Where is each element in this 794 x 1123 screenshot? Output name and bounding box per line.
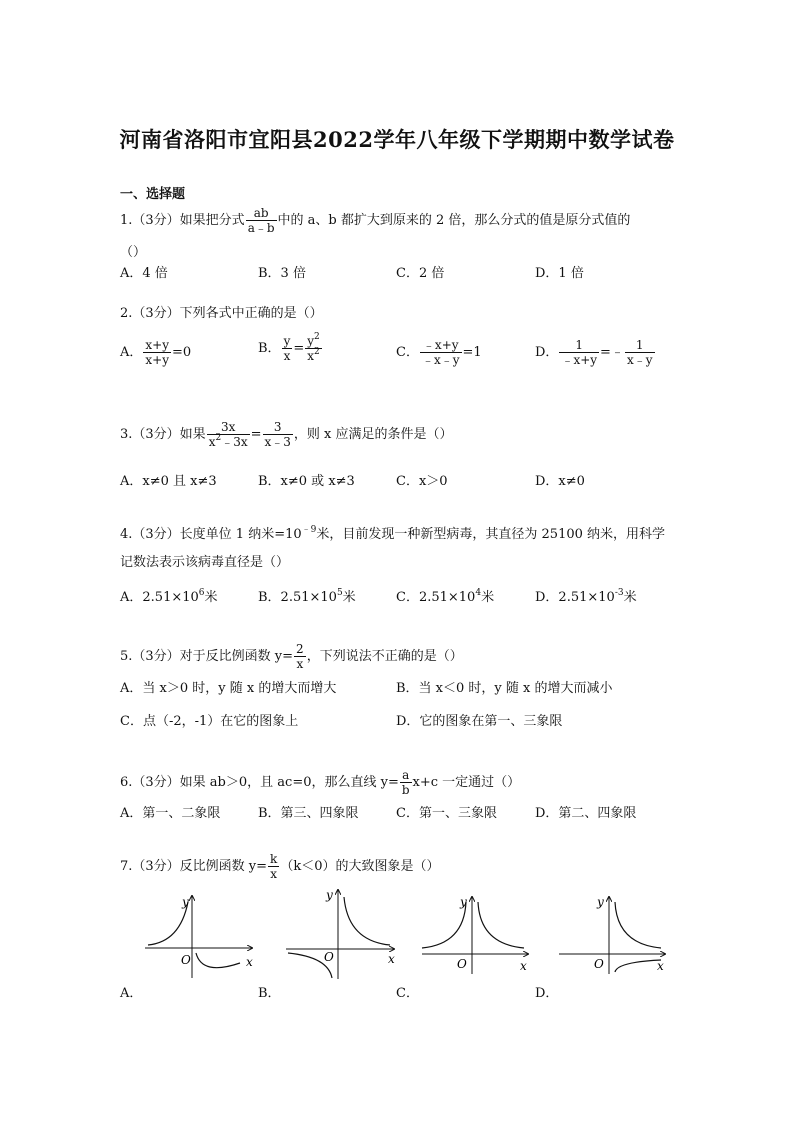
hyperbola-branch xyxy=(478,902,524,948)
graph-option-a xyxy=(140,890,260,980)
option-b: B． $\frac{y}{x}$ = $\frac{y^2}{x^2}$ xyxy=(258,332,320,363)
option-a: A．第一、二象限 xyxy=(120,806,221,821)
graph-option-d xyxy=(557,892,672,977)
graph-label-c: C． xyxy=(396,986,419,1001)
hyperbola-branch xyxy=(196,953,240,968)
question-1-paren: （） xyxy=(120,245,147,260)
graph-label-d: D． xyxy=(535,986,559,1001)
option-d: D．它的图象在第一、三象限 xyxy=(396,714,563,729)
y-axis-label: y xyxy=(326,888,333,902)
hyperbola-branch xyxy=(344,897,390,945)
hyperbola-branch xyxy=(615,902,661,948)
y-axis-label: y xyxy=(460,895,467,909)
option-b: B．3 倍 xyxy=(258,266,306,281)
option-d: D．$2.51\times 10^{-3}$米 xyxy=(535,588,637,605)
option-d: D． $\frac{1}{﹣x+y}$ =﹣ $\frac{1}{x﹣y}$ xyxy=(535,338,653,367)
question-2: 2.（3分）下列各式中正确的是（） xyxy=(120,306,323,321)
origin-label: O xyxy=(181,953,191,967)
x-axis-label: x xyxy=(657,959,664,973)
section-heading-choice: 一、选择题 xyxy=(120,187,186,202)
graph-label-a: A． xyxy=(120,986,143,1001)
option-a: A． $\frac{x+y}{x+y}$ =0 xyxy=(120,338,192,367)
page-title: 河南省洛阳市宜阳县2022学年八年级下学期期中数学试卷 xyxy=(119,127,675,152)
question-4: 4.（3分）长度单位 1 纳米$=10^{﹣9}$米，目前发现一种新型病毒，其直径为 25100 纳米，用科学 xyxy=(120,525,666,542)
option-d: D．x≠0 xyxy=(535,474,585,489)
option-a: A．x≠0 且 x≠3 xyxy=(120,474,217,489)
option-c: C．点（-2，-1）在它的图象上 xyxy=(120,714,299,729)
option-d: D．第二、四象限 xyxy=(535,806,637,821)
option-a: A．$2.51\times 10^6$米 xyxy=(120,588,218,605)
graph-option-b xyxy=(282,885,402,980)
option-c: C． $\frac{﹣x+y}{﹣x﹣y}$ =1 xyxy=(396,338,482,367)
question-6: 6.（3分）如果 ab＞0，且 ac=0，那么直线 y= $\frac{a}{b}$ x+c 一定通过（） xyxy=(120,768,521,797)
hyperbola-branch xyxy=(615,960,661,972)
option-a: A．当 x＞0 时，y 随 x 的增大而增大 xyxy=(120,681,337,696)
origin-label: O xyxy=(457,957,467,971)
option-b: B．x≠0 或 x≠3 xyxy=(258,474,355,489)
option-b: B．当 x＜0 时，y 随 x 的增大而减小 xyxy=(396,681,613,696)
question-7: 7.（3分）反比例函数 y= $\frac{k}{x}$ （k＜0）的大致图象是（） xyxy=(120,852,440,881)
option-d: D．1 倍 xyxy=(535,266,584,281)
x-axis-label: x xyxy=(246,955,253,969)
origin-label: O xyxy=(594,957,604,971)
y-axis-label: y xyxy=(182,895,189,909)
question-3: 3.（3分）如果 $\frac{3x}{x^2﹣3x}$ = $\frac{3}{x﹣3}$ ，则 x 应满足的条件是（） xyxy=(120,420,453,449)
option-c: C．2 倍 xyxy=(396,266,445,281)
option-c: C．x＞0 xyxy=(396,474,448,489)
option-c: C．第一、三象限 xyxy=(396,806,497,821)
option-c: C．$2.51\times 10^4$米 xyxy=(396,588,495,605)
question-5: 5.（3分）对于反比例函数 y= $\frac{2}{x}$ ，下列说法不正确的是（） xyxy=(120,642,463,671)
graph-label-b: B． xyxy=(258,986,281,1001)
graph-option-c xyxy=(420,892,535,977)
option-b: B．$2.51\times 10^5$米 xyxy=(258,588,356,605)
y-axis-label: y xyxy=(597,895,604,909)
question-4-line2: 记数法表示该病毒直径是（） xyxy=(120,555,290,570)
x-axis-label: x xyxy=(388,952,395,966)
question-1: 1.（3分）如果把分式 $\frac{ab}{a﹣b}$ 中的 a、b 都扩大到原来的 2 倍，那么分式的值是原分式值的 xyxy=(120,206,631,235)
option-a: A．4 倍 xyxy=(120,266,168,281)
option-b: B．第三、四象限 xyxy=(258,806,359,821)
fraction: $\frac{ab}{a﹣b}$ xyxy=(247,206,275,235)
x-axis-label: x xyxy=(520,959,527,973)
origin-label: O xyxy=(324,950,334,964)
